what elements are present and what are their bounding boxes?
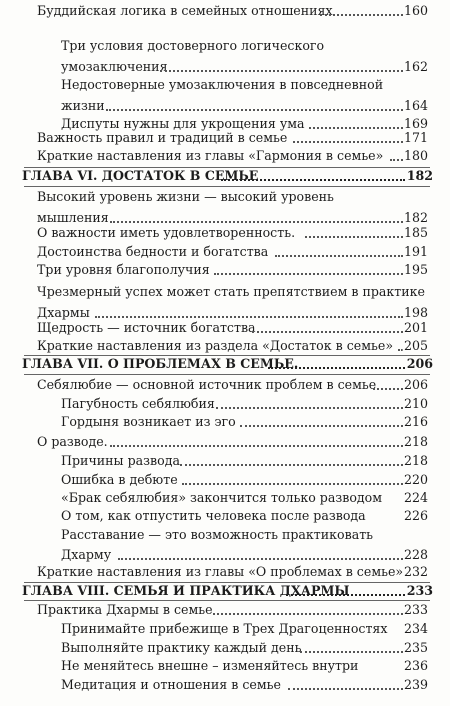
toc-entry-title: Щедрость — источник богатства bbox=[37, 320, 256, 335]
page-number: 169 bbox=[403, 116, 428, 131]
dot-leader bbox=[106, 109, 403, 111]
dot-leader bbox=[118, 558, 403, 560]
dot-leader bbox=[320, 14, 403, 16]
page-number: 228 bbox=[403, 547, 428, 562]
page-number: 239 bbox=[403, 677, 428, 692]
dot-leader bbox=[275, 255, 403, 257]
dot-leader bbox=[213, 613, 403, 615]
toc-entry-title: Высокий уровень жизни — высокий уровень bbox=[37, 189, 334, 204]
toc-entry-title: жизни bbox=[61, 98, 105, 113]
page-number: 195 bbox=[403, 262, 428, 277]
dot-leader bbox=[309, 127, 403, 129]
toc-entry-title: Три условия достоверного логического bbox=[61, 38, 325, 53]
dot-leader bbox=[286, 594, 405, 596]
page-number: 164 bbox=[403, 98, 428, 113]
dot-leader bbox=[240, 425, 403, 427]
toc-entry-title: Не меняйтесь внешне – изменяйтесь внутри bbox=[61, 658, 359, 673]
toc-entry-title: Дхарму bbox=[61, 547, 112, 562]
toc-entry-title: О важности иметь удовлетворенность. bbox=[37, 225, 296, 240]
page-number: 206 bbox=[403, 377, 428, 392]
dot-leader bbox=[293, 141, 403, 143]
toc-entry-title: Причины развода bbox=[61, 453, 180, 468]
toc-entry-title: мышления bbox=[37, 210, 109, 225]
toc-entry-title: Медитация и отношения в семье bbox=[61, 677, 281, 692]
toc-entry-title: Достоинства бедности и богатства bbox=[37, 244, 269, 259]
toc-entry-title: Принимайте прибежище в Трех Драгоценностях bbox=[61, 621, 388, 636]
toc-entry-title: Краткие наставления из главы «Гармония в семье» bbox=[37, 148, 384, 163]
dot-leader bbox=[110, 445, 403, 447]
page-number: 226 bbox=[403, 508, 428, 523]
dot-leader bbox=[300, 651, 403, 653]
toc-entry-title: Практика Дхармы в семье bbox=[37, 602, 213, 617]
page-number: 210 bbox=[403, 396, 428, 411]
page-number: 233 bbox=[403, 602, 428, 617]
dot-leader bbox=[268, 367, 405, 369]
page-number: 205 bbox=[403, 338, 428, 353]
dot-leader bbox=[221, 179, 405, 181]
page-number: 201 bbox=[403, 320, 428, 335]
dot-leader bbox=[398, 349, 403, 351]
toc-entry-title: Чрезмерный успех может стать препятствием в практике bbox=[37, 284, 425, 299]
page-number: 171 bbox=[403, 130, 428, 145]
dot-leader bbox=[305, 236, 403, 238]
page-number: 224 bbox=[403, 490, 428, 505]
dot-leader bbox=[160, 70, 403, 72]
chapter-rule-bottom-viii bbox=[24, 600, 430, 601]
page-number: 160 bbox=[403, 3, 428, 18]
page-number: 216 bbox=[403, 414, 428, 429]
page-number: 232 bbox=[403, 564, 428, 579]
chapter-rule-bottom-vii bbox=[24, 374, 430, 375]
dot-leader bbox=[110, 221, 403, 223]
dot-leader bbox=[214, 273, 403, 275]
toc-entry-title: Важность правил и традиций в семье bbox=[37, 130, 288, 145]
page-number: 182 bbox=[406, 168, 433, 183]
toc-entry-title: Недостоверные умозаключения в повседневной bbox=[61, 77, 384, 92]
page-number: 235 bbox=[403, 640, 428, 655]
page-number: 218 bbox=[403, 434, 428, 449]
dot-leader bbox=[288, 688, 403, 690]
dot-leader bbox=[182, 483, 403, 485]
toc-entry-title: Расставание — это возможность практиковать bbox=[61, 527, 374, 542]
toc-entry-title: ГЛАВА VI. ДОСТАТОК В СЕМЬЕ bbox=[22, 168, 259, 183]
dot-leader bbox=[180, 464, 403, 466]
dot-leader bbox=[252, 331, 403, 333]
page-number: 233 bbox=[406, 583, 433, 598]
toc-entry-title: О том, как отпустить человека после развода bbox=[61, 508, 366, 523]
toc-entry-title: Дхармы bbox=[37, 305, 90, 320]
toc-entry-title: Себялюбие — основной источник проблем в семье bbox=[37, 377, 377, 392]
dot-leader bbox=[216, 407, 403, 409]
toc-entry-title: Краткие наставления из раздела «Достаток в семье» bbox=[37, 338, 394, 353]
page-number: 182 bbox=[403, 210, 428, 225]
toc-entry-title: Гордыня возникает из эго bbox=[61, 414, 236, 429]
page-number: 198 bbox=[403, 305, 428, 320]
dot-leader bbox=[373, 388, 403, 390]
page-number: 206 bbox=[406, 356, 433, 371]
page-number: 220 bbox=[403, 472, 428, 487]
dot-leader bbox=[95, 316, 403, 318]
toc-entry-title: ГЛАВА VII. О ПРОБЛЕМАХ В СЕМЬЕ. bbox=[22, 356, 299, 371]
toc-entry-title: О разводе. bbox=[37, 434, 108, 449]
toc-entry-title: «Брак себялюбия» закончится только разводом bbox=[61, 490, 383, 505]
toc-entry-title: ГЛАВА VIII. СЕМЬЯ И ПРАКТИКА ДХАРМЫ bbox=[22, 583, 350, 598]
page-number: 234 bbox=[403, 621, 428, 636]
toc-entry-title: Пагубность себялюбия bbox=[61, 396, 215, 411]
page-number: 185 bbox=[403, 225, 428, 240]
toc-entry-title: Диспуты нужны для укрощения ума bbox=[61, 116, 305, 131]
chapter-rule-bottom-vi bbox=[24, 186, 430, 187]
dot-leader bbox=[390, 159, 403, 161]
page-number: 180 bbox=[403, 148, 428, 163]
toc-entry-title: умозаключения bbox=[61, 59, 168, 74]
toc-entry-title: Ошибка в дебюте bbox=[61, 472, 178, 487]
toc-entry-title: Три уровня благополучия bbox=[37, 262, 210, 277]
page-number: 162 bbox=[403, 59, 428, 74]
page-number: 191 bbox=[403, 244, 428, 259]
toc-entry-title: Выполняйте практику каждый день bbox=[61, 640, 302, 655]
toc-entry-title: Краткие наставления из главы «О проблемах в семье» bbox=[37, 564, 404, 579]
toc-entry-title: Буддийская логика в семейных отношениях bbox=[37, 3, 333, 18]
page-number: 236 bbox=[403, 658, 428, 673]
page-number: 218 bbox=[403, 453, 428, 468]
